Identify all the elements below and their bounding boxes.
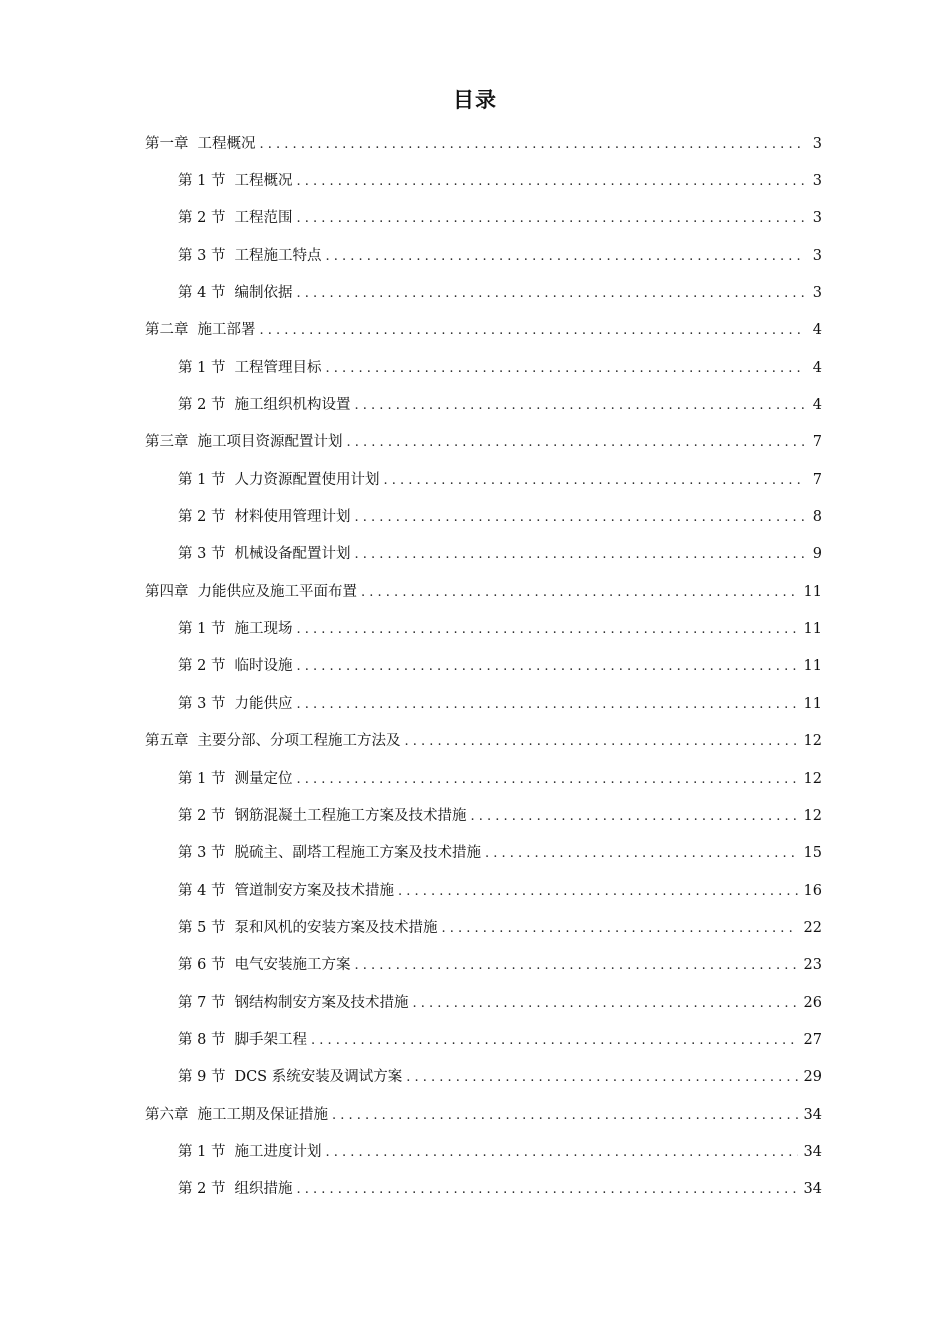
toc-page-number: 4 (812, 359, 822, 376)
toc-page-number: 26 (803, 994, 822, 1011)
toc-entry-title: 钢结构制安方案及技术措施 (234, 994, 409, 1011)
toc-chapter-entry[interactable] (0, 1096, 822, 1133)
toc-dot-leader (296, 209, 806, 229)
toc-entry-title: DCS 系统安装及调试方案 (234, 1069, 403, 1086)
toc-entry-number: 第 2 节 (178, 807, 226, 824)
toc-section-entry[interactable] (0, 237, 822, 274)
toc-entry-title: 施工项目资源配置计划 (197, 434, 343, 451)
toc-entry-title: 工程概况 (197, 135, 256, 152)
toc-dot-leader (332, 1106, 798, 1126)
toc-entry-number: 第 2 节 (178, 509, 226, 526)
toc-entry-title: 组织措施 (234, 1181, 293, 1198)
toc-entry-title: 脚手架工程 (234, 1031, 307, 1048)
toc-entry-number: 第六章 (145, 1106, 189, 1123)
toc-entry-title: 泵和风机的安装方案及技术措施 (234, 919, 438, 936)
toc-chapter-entry[interactable] (0, 573, 822, 610)
toc-section-entry[interactable] (0, 1021, 822, 1058)
toc-page-number: 34 (803, 1181, 822, 1198)
toc-dot-leader (296, 657, 797, 677)
toc-entry-number: 第 3 节 (178, 247, 226, 264)
toc-page-number: 7 (812, 434, 822, 451)
toc-entry-title: 人力资源配置使用计划 (234, 471, 380, 488)
toc-entry-title: 施工进度计划 (234, 1143, 322, 1160)
toc-dot-leader (485, 844, 798, 864)
toc-dot-leader (325, 1143, 797, 1163)
toc-page-number: 29 (803, 1069, 822, 1086)
toc-section-entry[interactable] (0, 498, 822, 535)
toc-dot-leader (406, 1068, 797, 1088)
toc-page-number: 4 (812, 322, 822, 339)
toc-entry-number: 第二章 (145, 322, 189, 339)
toc-section-entry[interactable] (0, 536, 822, 573)
toc-dot-leader (260, 321, 807, 341)
toc-entry-number: 第 5 节 (178, 919, 226, 936)
toc-entry-number: 第 1 节 (178, 770, 226, 787)
toc-entry-number: 第一章 (145, 135, 189, 152)
toc-entry-number: 第 9 节 (178, 1069, 226, 1086)
toc-entry-number: 第三章 (145, 434, 189, 451)
toc-section-entry[interactable] (0, 274, 822, 311)
toc-section-entry[interactable] (0, 760, 822, 797)
toc-entry-number: 第 3 节 (178, 546, 226, 563)
toc-page-number: 16 (803, 882, 822, 899)
toc-page-number: 12 (803, 770, 822, 787)
toc-entry-title: 力能供应 (234, 695, 293, 712)
toc-section-entry[interactable] (0, 872, 822, 909)
toc-page-number: 15 (803, 845, 822, 862)
toc-dot-leader (296, 1180, 797, 1200)
toc-page-number: 22 (803, 919, 822, 936)
toc-dot-leader (354, 396, 806, 416)
toc-dot-leader (405, 732, 798, 752)
toc-page-number: 3 (812, 247, 822, 264)
toc-dot-leader (347, 433, 807, 453)
toc-section-entry[interactable] (0, 349, 822, 386)
toc-entry-number: 第 2 节 (178, 658, 226, 675)
toc-entry-title: 施工部署 (197, 322, 256, 339)
toc-entry-title: 测量定位 (234, 770, 293, 787)
toc-page-number: 34 (803, 1143, 822, 1160)
toc-page-number: 3 (812, 285, 822, 302)
toc-dot-leader (260, 135, 807, 155)
toc-dot-leader (325, 359, 806, 379)
toc-entry-number: 第 2 节 (178, 397, 226, 414)
toc-entry-number: 第五章 (145, 733, 189, 750)
toc-section-entry[interactable] (0, 984, 822, 1021)
toc-dot-leader (296, 172, 806, 192)
toc-page-number: 12 (803, 733, 822, 750)
toc-dot-leader (470, 807, 797, 827)
toc-dot-leader (354, 545, 806, 565)
toc-entry-title: 施工工期及保证措施 (197, 1106, 328, 1123)
toc-section-entry[interactable] (0, 648, 822, 685)
toc-chapter-entry[interactable] (0, 723, 822, 760)
toc-section-entry[interactable] (0, 610, 822, 647)
toc-chapter-entry[interactable] (0, 312, 822, 349)
toc-dot-leader (296, 770, 797, 790)
toc-dot-leader (296, 284, 806, 304)
toc-entry-number: 第 8 节 (178, 1031, 226, 1048)
page-title: 目录 (453, 88, 497, 112)
toc-entry-title: 电气安装施工方案 (234, 957, 351, 974)
toc-section-entry[interactable] (0, 1133, 822, 1170)
toc-page-number: 9 (812, 546, 822, 563)
toc-section-entry[interactable] (0, 797, 822, 834)
toc-entry-title: 脱硫主、副塔工程施工方案及技术措施 (234, 845, 481, 862)
toc-section-entry[interactable] (0, 685, 822, 722)
toc-entry-title: 材料使用管理计划 (234, 509, 351, 526)
toc-entry-title: 编制依据 (234, 285, 293, 302)
toc-dot-leader (296, 620, 797, 640)
toc-entry-title: 工程管理目标 (234, 359, 322, 376)
toc-dot-leader (325, 247, 806, 267)
toc-entry-number: 第 2 节 (178, 1181, 226, 1198)
toc-entry-number: 第 4 节 (178, 882, 226, 899)
toc-dot-leader (383, 471, 806, 491)
toc-entry-title: 工程施工特点 (234, 247, 322, 264)
toc-entry-title: 施工组织机构设置 (234, 397, 351, 414)
toc-entry-number: 第 4 节 (178, 285, 226, 302)
toc-page-number: 8 (812, 509, 822, 526)
toc-entry-number: 第 1 节 (178, 621, 226, 638)
toc-dot-leader (354, 956, 797, 976)
toc-page-number: 11 (803, 621, 822, 638)
toc-entry-number: 第 1 节 (178, 173, 226, 190)
toc-section-entry[interactable] (0, 835, 822, 872)
toc-entry-number: 第 1 节 (178, 471, 226, 488)
toc-entry-number: 第 1 节 (178, 359, 226, 376)
toc-page-number: 11 (803, 658, 822, 675)
toc-section-entry[interactable] (0, 162, 822, 199)
toc-dot-leader (398, 882, 798, 902)
toc-page-number: 27 (803, 1031, 822, 1048)
toc-page-number: 4 (812, 397, 822, 414)
toc-page-number: 3 (812, 210, 822, 227)
toc-section-entry[interactable] (0, 200, 822, 237)
toc-page-number: 3 (812, 173, 822, 190)
toc-entry-number: 第 3 节 (178, 695, 226, 712)
toc-chapter-entry[interactable] (0, 424, 822, 461)
toc-section-entry[interactable] (0, 386, 822, 423)
toc-entry-title: 工程概况 (234, 173, 293, 190)
toc-entry-number: 第 6 节 (178, 957, 226, 974)
toc-dot-leader (412, 994, 797, 1014)
toc-page-number: 23 (803, 957, 822, 974)
toc-page-number: 11 (803, 695, 822, 712)
toc-entry-number: 第四章 (145, 583, 189, 600)
toc-page-number: 11 (803, 583, 822, 600)
toc-page-number: 7 (812, 471, 822, 488)
toc-entry-title: 机械设备配置计划 (234, 546, 351, 563)
toc-dot-leader (296, 695, 797, 715)
toc-entry-title: 钢筋混凝土工程施工方案及技术措施 (234, 807, 467, 824)
toc-entry-title: 力能供应及施工平面布置 (197, 583, 357, 600)
toc-entry-title: 主要分部、分项工程施工方法及 (197, 733, 401, 750)
toc-list (0, 125, 950, 1208)
toc-entry-title: 施工现场 (234, 621, 293, 638)
toc-entry-number: 第 3 节 (178, 845, 226, 862)
toc-dot-leader (441, 919, 797, 939)
toc-section-entry[interactable] (0, 1059, 822, 1096)
toc-section-entry[interactable] (0, 1171, 822, 1208)
toc-dot-leader (354, 508, 806, 528)
toc-entry-number: 第 7 节 (178, 994, 226, 1011)
toc-page-number: 34 (803, 1106, 822, 1123)
toc-page-number: 3 (812, 135, 822, 152)
toc-entry-title: 临时设施 (234, 658, 293, 675)
toc-entry-number: 第 1 节 (178, 1143, 226, 1160)
toc-section-entry[interactable] (0, 947, 822, 984)
toc-entry-number: 第 2 节 (178, 210, 226, 227)
toc-dot-leader (311, 1031, 798, 1051)
toc-section-entry[interactable] (0, 461, 822, 498)
toc-dot-leader (361, 583, 798, 603)
toc-page-number: 12 (803, 807, 822, 824)
toc-chapter-entry[interactable] (0, 125, 822, 162)
toc-entry-title: 工程范围 (234, 210, 293, 227)
toc-entry-title: 管道制安方案及技术措施 (234, 882, 394, 899)
toc-section-entry[interactable] (0, 909, 822, 946)
